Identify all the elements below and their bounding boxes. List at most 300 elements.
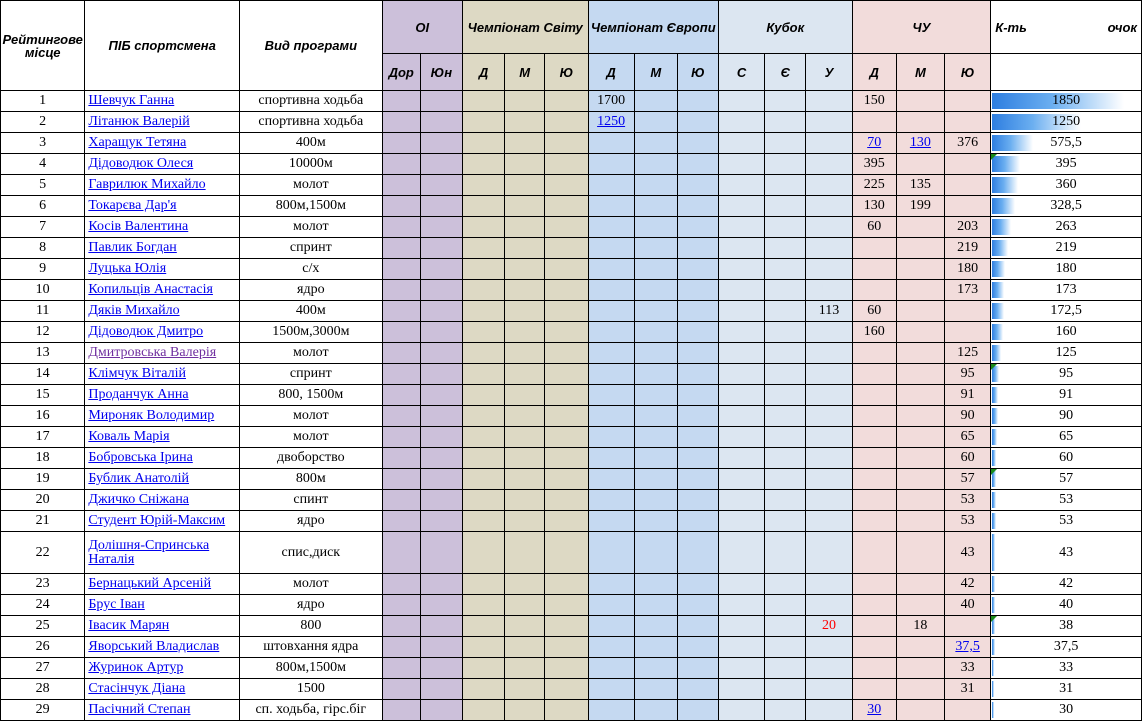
score-cs-u [545, 238, 588, 259]
score-cs-m [505, 448, 545, 469]
athlete-link[interactable]: Стасінчук Діана [88, 681, 186, 696]
data-bar [992, 681, 994, 697]
score-cs-d [462, 490, 504, 511]
score-ce-u [677, 406, 718, 427]
score-oi-yun [420, 112, 462, 133]
score-ce-m [634, 343, 677, 364]
total-cell [991, 385, 1142, 406]
score-cup-s [719, 616, 765, 637]
score-oi-yun [420, 700, 462, 721]
score-ce-m [634, 280, 677, 301]
data-bar [992, 240, 1008, 256]
score-link[interactable]: 1250 [597, 114, 626, 129]
score-cup-e [765, 238, 806, 259]
sub-chu-m: М [896, 54, 944, 91]
athlete-link[interactable]: Літанюк Валерій [88, 114, 190, 129]
data-bar [992, 261, 1005, 277]
athlete-link[interactable]: Токарєва Дар'я [88, 198, 177, 213]
score-cs-m [505, 700, 545, 721]
score-oi-yun [420, 343, 462, 364]
score-cup-e [765, 427, 806, 448]
score-cs-m [505, 511, 545, 532]
athlete-name-cell [85, 259, 240, 280]
total-value: 65 [1059, 429, 1074, 444]
score-cs-m [505, 280, 545, 301]
athlete-name-cell [85, 385, 240, 406]
score-oi-dor [382, 574, 420, 595]
score-ce-m [634, 574, 677, 595]
score-ce-d [588, 238, 634, 259]
data-bar [992, 198, 1015, 214]
program-cell: 800м,1500м [240, 196, 383, 217]
score-chu-u: 376 [945, 133, 991, 154]
total-cell [991, 427, 1142, 448]
comment-marker-icon [991, 616, 997, 622]
score-oi-yun [420, 532, 462, 574]
rank-cell: 3 [1, 133, 85, 154]
score-oi-yun [420, 637, 462, 658]
athlete-link[interactable]: Гаврилюк Михайло [88, 177, 206, 192]
score-cs-u [545, 427, 588, 448]
score-chu-m [896, 301, 944, 322]
athlete-link[interactable]: Проданчук Анна [88, 387, 189, 402]
score-cup-s [719, 448, 765, 469]
score-chu-u [945, 301, 991, 322]
score-chu-m [896, 154, 944, 175]
score-ce-u [677, 343, 718, 364]
athlete-link[interactable]: Косів Валентина [88, 219, 189, 234]
comment-marker-icon [991, 469, 997, 475]
score-ce-d [588, 469, 634, 490]
athlete-name-cell [85, 406, 240, 427]
score-oi-yun [420, 91, 462, 112]
total-value: 172,5 [1050, 303, 1082, 318]
total-cell [991, 679, 1142, 700]
score-cs-d [462, 133, 504, 154]
sub-cup-u: У [806, 54, 852, 91]
rank-cell: 29 [1, 700, 85, 721]
program-cell: спортивна ходьба [240, 112, 383, 133]
score-ce-m [634, 511, 677, 532]
data-bar [992, 492, 996, 508]
score-chu-d [852, 637, 896, 658]
sub-cup-e: Є [765, 54, 806, 91]
athlete-link[interactable]: Дідоводюк Олеся [88, 156, 194, 171]
table-row [1, 637, 1142, 658]
rank-cell: 19 [1, 469, 85, 490]
data-bar [992, 513, 996, 529]
score-cs-u [545, 280, 588, 301]
total-cell [991, 133, 1142, 154]
sub-oi-dor: Дор [382, 54, 420, 91]
athlete-link[interactable]: Харащук Тетяна [88, 135, 187, 150]
score-cs-d [462, 616, 504, 637]
score-cs-m [505, 406, 545, 427]
athlete-link[interactable]: Мироняк Володимир [88, 408, 215, 423]
athlete-link[interactable]: Павлик Богдан [88, 240, 177, 255]
table-row [1, 574, 1142, 595]
score-ce-d [588, 532, 634, 574]
score-chu-m: 199 [896, 196, 944, 217]
table-row [1, 259, 1142, 280]
athlete-link[interactable]: Коваль Марія [88, 429, 170, 444]
score-oi-dor [382, 658, 420, 679]
program-cell: спис,диск [240, 532, 383, 574]
score-cup-u [806, 448, 852, 469]
score-chu-m [896, 511, 944, 532]
score-cup-u [806, 364, 852, 385]
data-bar [992, 639, 995, 655]
score-cup-s [719, 658, 765, 679]
athlete-link[interactable]: Джичко Сніжана [88, 492, 190, 507]
score-chu-u: 31 [945, 679, 991, 700]
score-oi-yun [420, 385, 462, 406]
score-chu-u [945, 175, 991, 196]
table-row [1, 406, 1142, 427]
score-cs-u [545, 217, 588, 238]
athlete-name-cell [85, 637, 240, 658]
athlete-link[interactable]: Долішня-Спринська Наталія [88, 537, 210, 567]
table-row [1, 490, 1142, 511]
score-ce-d [588, 259, 634, 280]
athlete-link[interactable]: Журинок Артур [88, 660, 184, 675]
score-cs-m [505, 196, 545, 217]
total-value: 57 [1059, 471, 1074, 486]
rank-cell: 9 [1, 259, 85, 280]
score-cup-e [765, 217, 806, 238]
score-ce-d [588, 427, 634, 448]
score-ce-u [677, 574, 718, 595]
table-row [1, 658, 1142, 679]
score-chu-u: 60 [945, 448, 991, 469]
score-chu-d [852, 343, 896, 364]
score-cs-m [505, 469, 545, 490]
total-value: 31 [1059, 681, 1074, 696]
score-cs-m [505, 385, 545, 406]
score-cs-m [505, 637, 545, 658]
score-chu-u [945, 322, 991, 343]
score-ce-u [677, 133, 718, 154]
score-ce-m [634, 154, 677, 175]
score-oi-dor [382, 196, 420, 217]
table-row [1, 469, 1142, 490]
athlete-link[interactable]: Брус Іван [88, 597, 145, 612]
table-row [1, 133, 1142, 154]
score-cup-e [765, 91, 806, 112]
score-ce-d: 1700 [588, 91, 634, 112]
athlete-name-cell [85, 322, 240, 343]
score-cup-u: 20 [806, 616, 852, 637]
program-cell: 800м,1500м [240, 658, 383, 679]
sub-ce-u: Ю [677, 54, 718, 91]
score-chu-m [896, 532, 944, 574]
score-cs-d [462, 448, 504, 469]
score-cup-u [806, 490, 852, 511]
athlete-link[interactable]: Бобровська Ірина [88, 450, 193, 465]
athlete-link[interactable]: Дмитровська Валерія [88, 345, 217, 360]
rank-cell: 5 [1, 175, 85, 196]
rank-cell: 15 [1, 385, 85, 406]
score-cup-s [719, 637, 765, 658]
score-chu-m [896, 469, 944, 490]
score-cs-m [505, 154, 545, 175]
score-ce-u [677, 217, 718, 238]
score-chu-d [852, 658, 896, 679]
score-cs-d [462, 574, 504, 595]
score-chu-u: 173 [945, 280, 991, 301]
rank-cell: 25 [1, 616, 85, 637]
score-cs-d [462, 196, 504, 217]
header-group-world: Чемпіонат Світу [462, 1, 588, 54]
score-oi-yun [420, 406, 462, 427]
rank-cell: 22 [1, 532, 85, 574]
rank-cell: 24 [1, 595, 85, 616]
score-cup-u [806, 595, 852, 616]
table-row [1, 532, 1142, 574]
score-cs-m [505, 301, 545, 322]
sub-cs-d: Д [462, 54, 504, 91]
score-ce-d [588, 175, 634, 196]
score-ce-m [634, 616, 677, 637]
score-cs-m [505, 364, 545, 385]
athlete-link[interactable]: Яворський Владислав [88, 639, 220, 654]
total-cell [991, 511, 1142, 532]
score-oi-dor [382, 427, 420, 448]
score-ce-m [634, 427, 677, 448]
score-cup-e [765, 154, 806, 175]
score-cup-s [719, 259, 765, 280]
score-cup-e [765, 490, 806, 511]
score-cs-d [462, 469, 504, 490]
score-chu-d [852, 406, 896, 427]
athlete-link[interactable]: Клімчук Віталій [88, 366, 186, 381]
total-value: 263 [1055, 219, 1077, 234]
score-cup-e [765, 469, 806, 490]
score-ce-d [588, 196, 634, 217]
score-chu-d: 225 [852, 175, 896, 196]
score-cs-m [505, 427, 545, 448]
total-cell [991, 364, 1142, 385]
score-cs-u [545, 511, 588, 532]
score-chu-u: 65 [945, 427, 991, 448]
score-oi-dor [382, 637, 420, 658]
score-oi-dor [382, 448, 420, 469]
score-link[interactable]: 37,5 [955, 639, 980, 654]
athlete-link[interactable]: Шевчук Ганна [88, 93, 175, 108]
score-ce-u [677, 616, 718, 637]
score-link[interactable]: 70 [867, 135, 882, 150]
score-cs-d [462, 679, 504, 700]
score-chu-m [896, 343, 944, 364]
rank-cell: 13 [1, 343, 85, 364]
total-cell [991, 532, 1142, 574]
data-bar [992, 219, 1011, 235]
table-row [1, 280, 1142, 301]
score-ce-u [677, 658, 718, 679]
score-cs-u [545, 91, 588, 112]
score-cs-u [545, 490, 588, 511]
header-group-cup: Кубок [719, 1, 853, 54]
score-cup-u [806, 238, 852, 259]
score-ce-d [588, 490, 634, 511]
athlete-name-cell [85, 427, 240, 448]
score-cs-m [505, 322, 545, 343]
score-ce-u [677, 637, 718, 658]
score-cup-e [765, 112, 806, 133]
score-cup-s [719, 574, 765, 595]
score-cup-u [806, 133, 852, 154]
score-oi-yun [420, 679, 462, 700]
score-cup-e [765, 301, 806, 322]
score-cs-d [462, 91, 504, 112]
score-cs-d [462, 532, 504, 574]
score-ce-m [634, 91, 677, 112]
data-bar [992, 177, 1018, 193]
score-ce-m [634, 259, 677, 280]
score-oi-dor [382, 112, 420, 133]
table-row [1, 364, 1142, 385]
total-value: 575,5 [1050, 135, 1082, 150]
athlete-link[interactable]: Дідоводюк Дмитро [88, 324, 204, 339]
score-chu-m [896, 658, 944, 679]
athlete-link[interactable]: Копильцiв Анастасія [88, 282, 213, 297]
rank-cell: 7 [1, 217, 85, 238]
score-ce-m [634, 301, 677, 322]
data-bar [992, 429, 997, 445]
score-oi-dor [382, 280, 420, 301]
rank-cell: 20 [1, 490, 85, 511]
total-value: 95 [1059, 366, 1074, 381]
score-cup-u [806, 679, 852, 700]
score-cup-u [806, 658, 852, 679]
total-cell [991, 574, 1142, 595]
sub-ce-m: М [634, 54, 677, 91]
rank-cell: 18 [1, 448, 85, 469]
score-ce-u [677, 364, 718, 385]
score-chu-m [896, 574, 944, 595]
athlete-name-cell [85, 196, 240, 217]
score-oi-yun [420, 616, 462, 637]
score-cup-s [719, 322, 765, 343]
total-cell [991, 490, 1142, 511]
program-cell: ядро [240, 595, 383, 616]
score-cs-m [505, 91, 545, 112]
score-chu-u: 43 [945, 532, 991, 574]
score-chu-m [896, 700, 944, 721]
score-cup-u [806, 280, 852, 301]
athlete-link[interactable]: Дяків Михайло [88, 303, 180, 318]
score-chu-u [945, 91, 991, 112]
table-row [1, 301, 1142, 322]
athlete-name-cell [85, 343, 240, 364]
total-value: 38 [1059, 618, 1074, 633]
athlete-link[interactable]: Пасічний Степан [88, 702, 191, 717]
athlete-name-cell [85, 469, 240, 490]
athlete-link[interactable]: Бернацький Арсеній [88, 576, 212, 591]
athlete-link[interactable]: Івасик Марян [88, 618, 170, 633]
score-cup-u [806, 511, 852, 532]
score-chu-d [852, 469, 896, 490]
score-cup-e [765, 448, 806, 469]
score-cs-u [545, 679, 588, 700]
sub-total-blank [991, 54, 1142, 91]
score-cs-d [462, 658, 504, 679]
score-ce-u [677, 700, 718, 721]
score-chu-m [896, 322, 944, 343]
score-oi-yun [420, 595, 462, 616]
program-cell: молот [240, 175, 383, 196]
total-cell [991, 616, 1142, 637]
rank-cell: 1 [1, 91, 85, 112]
table-row [1, 112, 1142, 133]
score-cup-u [806, 574, 852, 595]
data-bar [992, 450, 996, 466]
score-cup-u: 113 [806, 301, 852, 322]
table-row [1, 427, 1142, 448]
program-cell: сп. ходьба, гірс.біг [240, 700, 383, 721]
score-chu-m [896, 91, 944, 112]
athlete-name-cell [85, 511, 240, 532]
score-cs-u [545, 574, 588, 595]
score-cs-m [505, 490, 545, 511]
total-cell [991, 217, 1142, 238]
score-ce-u [677, 469, 718, 490]
score-chu-u: 53 [945, 490, 991, 511]
data-bar [992, 324, 1003, 340]
program-cell: молот [240, 343, 383, 364]
score-link[interactable]: 130 [909, 135, 931, 150]
athlete-name-cell [85, 574, 240, 595]
score-link[interactable]: 30 [867, 702, 882, 717]
score-chu-m [896, 112, 944, 133]
sub-cup-s: С [719, 54, 765, 91]
score-ce-u [677, 322, 718, 343]
score-ce-m [634, 679, 677, 700]
score-chu-u: 125 [945, 343, 991, 364]
program-cell: 10000м [240, 154, 383, 175]
athlete-name-cell [85, 658, 240, 679]
score-cup-e [765, 175, 806, 196]
athlete-link[interactable]: Бублик Анатолій [88, 471, 189, 486]
athlete-link[interactable]: Луцька Юлія [88, 261, 167, 276]
score-cs-u [545, 448, 588, 469]
score-cs-d [462, 301, 504, 322]
sub-cs-m: М [505, 54, 545, 91]
data-bar [992, 345, 1001, 361]
program-cell: ядро [240, 511, 383, 532]
total-cell [991, 112, 1142, 133]
score-ce-m [634, 133, 677, 154]
score-ce-u [677, 427, 718, 448]
score-chu-u: 40 [945, 595, 991, 616]
score-chu-m [896, 217, 944, 238]
score-oi-dor [382, 385, 420, 406]
program-cell: 400м [240, 133, 383, 154]
total-cell [991, 700, 1142, 721]
score-ce-u [677, 490, 718, 511]
rank-cell: 8 [1, 238, 85, 259]
score-cs-d [462, 280, 504, 301]
athlete-link[interactable]: Студент Юрій-Максим [88, 513, 226, 528]
athlete-name-cell [85, 679, 240, 700]
score-cs-d [462, 427, 504, 448]
score-cs-u [545, 259, 588, 280]
score-cup-e [765, 637, 806, 658]
score-oi-dor [382, 490, 420, 511]
score-ce-d [588, 616, 634, 637]
rank-cell: 10 [1, 280, 85, 301]
score-cup-e [765, 574, 806, 595]
